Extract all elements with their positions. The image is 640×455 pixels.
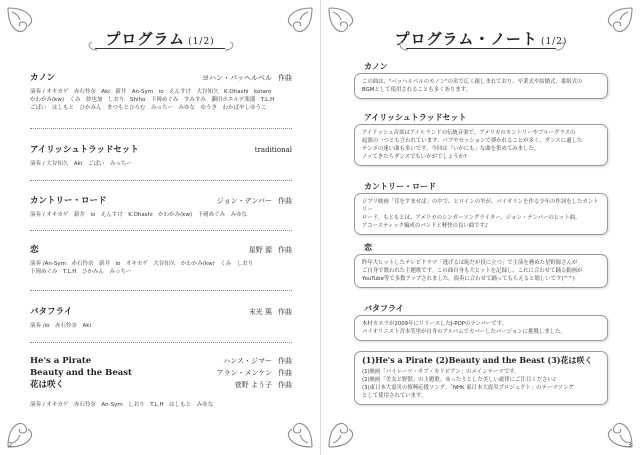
page-number: 3 [627,441,632,449]
divider [30,128,292,129]
program-item [30,306,292,330]
piece-title: 恋 [30,245,39,255]
note-box: この曲は、"パッヘルベルのカノン"の名で広く親しまれており、卒業式や結婚式、番組式の BGMとして使用されることも多くあります。 [354,73,608,99]
composer: 末光 篤 作曲 [248,308,292,316]
note-box: アイリッシュ音楽はアイルランドの伝統音楽で、アメリカのカントリーやブルーグラスの 起源の一つとも言われています。パブやセッションで弾かれることが多く、ダンスに適した テンポの速い曲も多いです。今回は「いかにも」な曲を集めてみました。 ノッてきたらダンスでもいかがでしょうか? [354,124,608,166]
note-canon [354,60,608,99]
note-label: カノン [364,61,388,71]
note-label: カントリー・ロード [364,181,436,191]
flourish-icon [555,40,567,52]
composer: 菅野 よう子 作曲 [234,381,292,389]
note-koi [354,241,608,288]
composer: アラン・メンケン 作曲 [216,369,292,377]
title-underline [406,48,556,49]
divider [30,342,292,343]
corner-ornament-icon [327,415,361,449]
piece-title: Beauty and the Beast [30,368,132,378]
page-title: プログラム・ノート (1/2) [394,30,568,48]
note-label: バタフライ [364,303,404,313]
note-box: 昨年大ヒットしたテレビドラマ「逃げるは恥だが役に立つ」で主演を務めた星野源さんが ご自身で歌われた主題歌です。この曲自身も大ヒットを記録し、これに合わせて踊る動画が YouTube等で多数アップされました。演奏に合わせて踊ってもらえると嬉しいです(^^) [354,254,608,288]
note-medley [354,350,608,405]
composer: ジョン・デンバー 作曲 [216,197,292,205]
note-label: (1)He's a Pirate (2)Beauty and the Beast (3)花は咲く [362,355,593,365]
performers: 演奏 / オキカゲ 新井 io えんすけ K.Ohashi かわかみ(kw) 下岡めぐみ みゆな [30,212,248,218]
note-irish [354,111,608,166]
performers: 演奏 / 大谷知久 Aki ごぱい みっちー [30,161,132,167]
note-label: 恋 [364,242,372,252]
divider [30,230,292,231]
composer: ハンス・ジマー 作曲 [223,357,292,365]
piece-title: He's a Pirate [30,356,92,366]
flourish-icon [224,40,236,52]
program-item [30,144,292,168]
note-label: アイリッシュトラッドセット [364,112,467,122]
flourish-icon [397,40,409,52]
divider [30,290,292,291]
piece-title: 花は咲く [30,380,65,390]
divider [30,180,292,181]
performers: 演奏 /io 赤石怜奈 Aki [30,323,91,329]
program-item [30,244,292,276]
note-country-road [354,180,608,235]
note-butterfly [354,302,608,341]
flourish-icon [86,40,98,52]
performers: 演奏 / オキカゲ 赤石怜奈 Aki 新井 An-Sym io えんすけ 大谷知久 K.Ohashi kotaro かわかみ(kw) くみ 紗也加 しおり Shiho 下岡めぐみ すみすみ 瀬田ホエルデ楽器 T.L.H ごぱい はしもと ひかみん まつもとひろむ みっちー みゆな ゆうき わかばやしゆうこ [30,89,275,111]
page-number: 2 [8,441,13,449]
title-underline [95,48,225,49]
composer: 星野 源 作曲 [248,246,292,254]
composer: traditional [254,146,292,154]
piece-title: カントリー・ロード [30,196,107,206]
performers: 演奏 / オキカゲ 赤石怜奈 An-Sym しおり T.L.H はしもと みゆな [30,402,214,408]
program-item [30,195,292,219]
piece-title: カノン [30,73,56,83]
composer: ヨハン・パッヘルベル 作曲 [202,74,292,82]
performers: 演奏 /An-Sym 赤石怜奈 新井 io オキカゲ 大谷知久 かわかみ(kw) くみ しおり 下岡めぐみ T.L.H ひかみん みっちー [30,261,254,275]
program-item [30,72,292,112]
piece-title: アイリッシュトラッドセット [30,145,139,155]
corner-ornament-icon [280,415,314,449]
program-item [30,355,292,409]
note-box: (1)He's a Pirate (2)Beauty and the Beast (3)花は咲く (1)映画「パイレーツ・オブ・カリビアン」のメインテーマです。 (2)映画「美女と野獣」の主題歌。ゆったりとした美しい旋律にご注目ください♪ (3)東日本大震災の復興応援ソング。「NHK 東日本大震災プロジェクト」のテーマソング として使用されています。 [354,351,608,405]
page-title: プログラム (1/2) [105,30,215,48]
piece-title: バタフライ [30,307,73,317]
note-box: ジブリ映画「耳をすませば」の中で、ヒロインの雫が、バイオリンを作る少年の作詞をしたカントリー ロード。もともとは、アメリカのシンガーソングライター、ジョン・デンバーのヒット曲。 アコースティック編成のバンドと軽快の良い曲です♪ [354,193,608,235]
note-box: 木村カエラが2009年にリリースしたJ-POPのナンバーです。 バイオリニスト宮本笑里が自身のアルバムでカバーしたバージョンに挑戦しました。 [354,315,608,341]
